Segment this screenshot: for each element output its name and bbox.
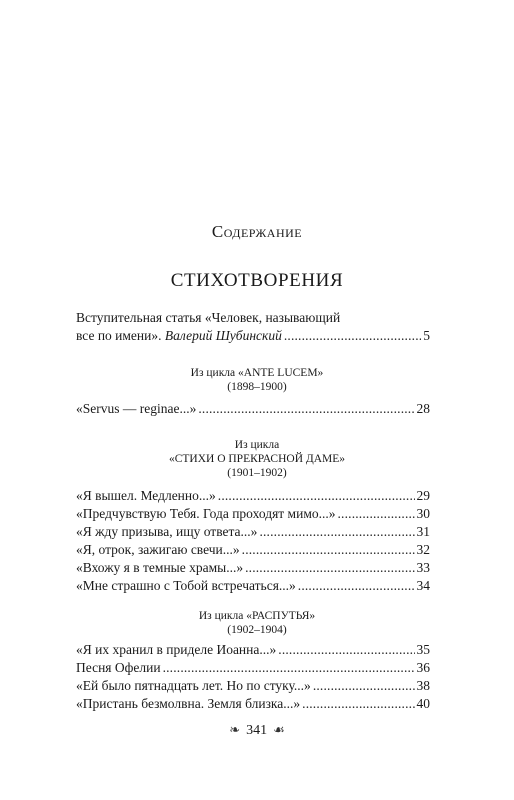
intro-title-line2 [76, 327, 282, 345]
toc-entry [76, 400, 430, 418]
leader-dots [284, 327, 421, 345]
page-footer [0, 722, 514, 739]
page-number: 341 [246, 723, 268, 738]
entry-page-number: 33 [416, 560, 430, 575]
cycle-name: «ANTE LUCEM» [238, 367, 324, 379]
leader-dots [278, 641, 414, 659]
intro-line-2 [76, 327, 430, 345]
cycle-prefix: Из цикла [234, 439, 280, 451]
toc-entry [76, 487, 430, 505]
cycle-years: (1902–1904) [227, 624, 287, 636]
toc-entry [76, 505, 430, 523]
toc-entry [76, 559, 430, 577]
toc-entry [76, 641, 430, 659]
intro-page-number: 5 [423, 328, 430, 343]
leader-dots [313, 677, 415, 695]
entry-page-number: 34 [416, 578, 430, 593]
entry-title: «Я их хранил в приделе Иоанна...» [76, 642, 277, 657]
leader-dots [242, 541, 415, 559]
entry-page-number: 38 [416, 678, 430, 693]
cycle2-entries [76, 487, 430, 595]
entry-title: «Servus — reginae...» [76, 401, 197, 416]
cycle1-entries [76, 400, 430, 418]
cycle-prefix: Из цикла [198, 610, 244, 622]
entry-page-number: 32 [416, 542, 430, 557]
entry-page-number: 36 [416, 660, 430, 675]
cycle-title [0, 366, 514, 380]
leader-dots [302, 695, 414, 713]
entry-title: «Я вышел. Медленно...» [76, 488, 216, 503]
cycle-title [0, 609, 514, 623]
leader-dots [163, 659, 415, 677]
entry-title: Песня Офелии [76, 660, 161, 675]
contents-heading-text: Содержание [211, 222, 303, 241]
leader-dots [218, 487, 415, 505]
entry-page-number: 31 [416, 524, 430, 539]
cycle3-entries [76, 641, 430, 713]
entry-title: «Вхожу я в темные храмы...» [76, 560, 244, 575]
intro-author: Валерий Шубинский [164, 328, 282, 343]
entry-title: «Я жду призыва, ищу ответа...» [76, 524, 258, 539]
toc-entry [76, 659, 430, 677]
entry-title: «Мне страшно с Тобой встречаться...» [76, 578, 296, 593]
cycle-years: (1898–1900) [227, 381, 287, 393]
intro-line-1 [76, 309, 430, 327]
entry-title: «Я, отрок, зажигаю свечи...» [76, 542, 240, 557]
entry-page-number: 35 [416, 642, 430, 657]
leader-dots [198, 400, 414, 418]
toc-entry [76, 677, 430, 695]
cycle-header-stikhi-o-prekrasnoy-dame [0, 438, 514, 480]
toc-entry [76, 523, 430, 541]
entry-title: «Предчувствую Тебя. Года проходят мимо...» [76, 506, 336, 521]
intro-entry [76, 309, 430, 345]
section-title: СТИХОТВОРЕНИЯ [170, 270, 344, 291]
entry-title: «Ей было пятнадцать лет. Но по стуку...» [76, 678, 311, 693]
entry-page-number: 29 [416, 488, 430, 503]
ornament-right-icon: ☙ [273, 722, 285, 737]
entry-page-number: 40 [416, 696, 430, 711]
ornament-left-icon: ❧ [229, 722, 241, 737]
entry-page-number: 28 [416, 401, 430, 416]
leader-dots [245, 559, 414, 577]
cycle-name: «СТИХИ О ПРЕКРАСНОЙ ДАМЕ» [168, 453, 346, 465]
entry-title: «Пристань безмолвна. Земля близка...» [76, 696, 301, 711]
toc-entry [76, 541, 430, 559]
cycle-name: «РАСПУТЬЯ» [246, 610, 316, 622]
cycle-header-ante-lucem [0, 366, 514, 394]
intro-title-suffix: все по имени». [76, 328, 162, 343]
intro-title-line1: Вступительная статья «Человек, называющий [76, 310, 341, 325]
cycle-header-rasputya [0, 609, 514, 637]
leader-dots [298, 577, 415, 595]
leader-dots [259, 523, 414, 541]
cycle-prefix: Из цикла [190, 367, 236, 379]
toc-entry [76, 695, 430, 713]
cycle-years: (1901–1902) [227, 467, 287, 479]
entry-page-number: 30 [416, 506, 430, 521]
toc-entry [76, 577, 430, 595]
leader-dots [338, 505, 415, 523]
contents-heading [0, 222, 514, 242]
